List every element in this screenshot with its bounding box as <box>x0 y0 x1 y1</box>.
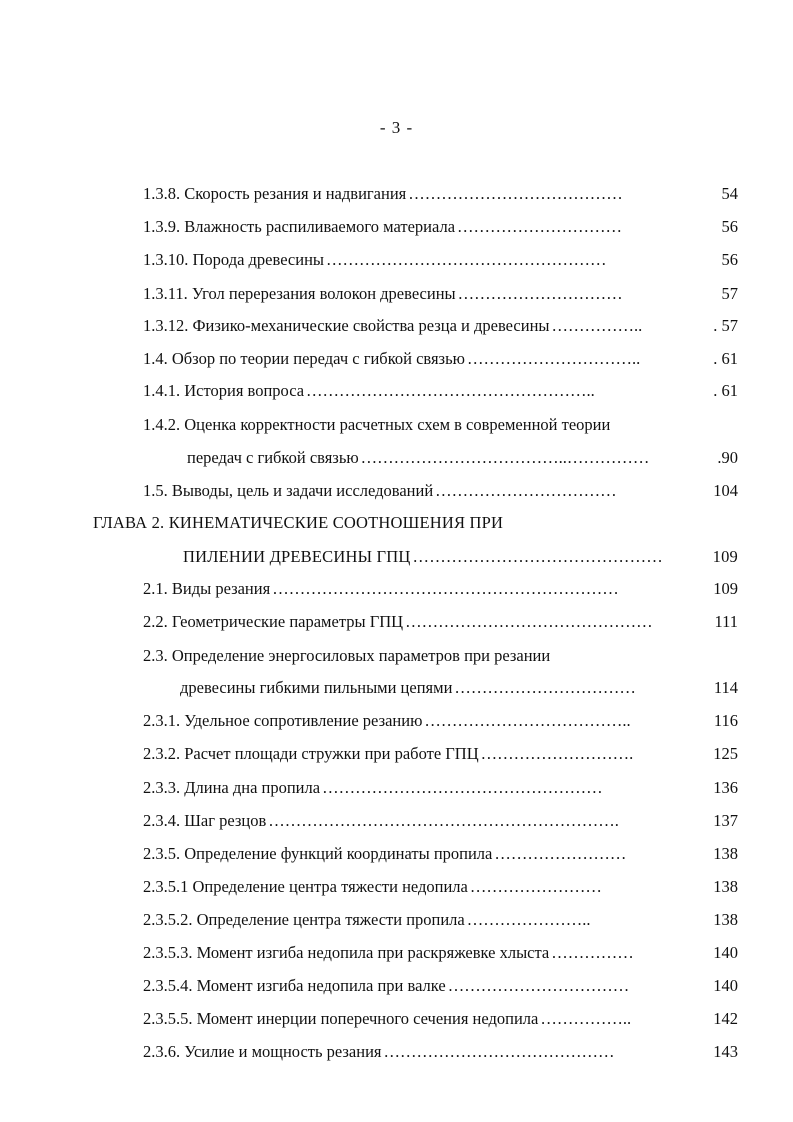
toc-entry <box>143 283 738 305</box>
toc-entry-label: 2.3.5.1 Определение центра тяжести недопила <box>143 877 468 896</box>
toc-leader-dots: ……………………………………………………… <box>272 579 619 598</box>
toc-entry <box>143 810 738 832</box>
toc-leader-dots: ………………………. <box>480 744 634 763</box>
toc-leader-dots: ………………………………..…………… <box>360 448 650 467</box>
toc-entry-page: 140 <box>713 943 738 962</box>
toc-entry-page: 143 <box>713 1042 738 1061</box>
toc-leader-dots: ……………………………………… <box>412 547 663 566</box>
toc-entry-continuation <box>187 447 738 469</box>
toc-entry-label: передач с гибкой связью <box>187 448 359 467</box>
page-number: - 3 - <box>379 118 414 137</box>
toc-leader-dots: ………………………………………………………. <box>268 811 619 830</box>
toc-entry <box>143 645 738 667</box>
toc-chapter-heading <box>93 512 738 534</box>
toc-entry-label: 2.3.6. Усилие и мощность резания <box>143 1042 382 1061</box>
toc-entry-page: 104 <box>713 481 738 500</box>
toc-entry-label: ГЛАВА 2. КИНЕМАТИЧЕСКИЕ СООТНОШЕНИЯ ПРИ <box>93 513 504 532</box>
toc-chapter-heading-continuation <box>183 546 738 568</box>
toc-leader-dots: …………… <box>551 943 634 962</box>
toc-entry <box>143 183 738 205</box>
toc-leader-dots: …………….. <box>540 1009 632 1028</box>
toc-entry-page: . 61 <box>713 381 738 400</box>
toc-entry <box>143 1041 738 1063</box>
toc-entry <box>143 249 738 271</box>
toc-entry <box>143 942 738 964</box>
toc-leader-dots: …………………… <box>469 877 602 896</box>
toc-leader-dots: …………….. <box>551 316 643 335</box>
toc-entry-label: 2.3.4. Шаг резцов <box>143 811 267 830</box>
toc-entry-page: 138 <box>713 844 738 863</box>
toc-entry-label: 2.3.1. Удельное сопротивление резанию <box>143 711 423 730</box>
toc-entry <box>143 909 738 931</box>
toc-entry-page: 54 <box>721 184 738 203</box>
toc-entry-label: 2.1. Виды резания <box>143 579 271 598</box>
toc-entry-continuation <box>180 677 738 699</box>
toc-leader-dots: ……………………………….. <box>424 711 631 730</box>
toc-entry-label: 1.3.8. Скорость резания и надвигания <box>143 184 407 203</box>
toc-entry-page: 56 <box>721 217 738 236</box>
toc-entry-label: древесины гибкими пильными цепями <box>180 678 453 697</box>
toc-entry-page: 138 <box>713 910 738 929</box>
toc-entry-page: 109 <box>713 579 738 598</box>
toc-entry <box>143 578 738 600</box>
toc-entry-label: 1.4.2. Оценка корректности расчетных схем в современной теории <box>143 415 611 434</box>
toc-entry-label: ПИЛЕНИИ ДРЕВЕСИНЫ ГПЦ <box>183 547 411 566</box>
toc-entry <box>143 1008 738 1030</box>
toc-entry <box>143 480 738 502</box>
toc-entry-page: 56 <box>721 250 738 269</box>
toc-leader-dots: …………………… <box>494 844 627 863</box>
toc-entry-label: 2.3.2. Расчет площади стружки при работе ГПЦ <box>143 744 479 763</box>
toc-entry-page: 109 <box>712 547 738 566</box>
toc-entry <box>143 611 738 633</box>
toc-leader-dots: …………………………………… <box>383 1042 615 1061</box>
toc-entry-page: 57 <box>721 284 738 303</box>
toc-entry-page: 114 <box>713 678 738 697</box>
toc-leader-dots: ………………………….. <box>466 349 641 368</box>
toc-entry-label: 1.4.1. История вопроса <box>143 381 305 400</box>
toc-entry <box>143 975 738 997</box>
toc-leader-dots: …………………………………………… <box>326 250 607 269</box>
toc-entry <box>143 380 738 402</box>
toc-leader-dots: ……………………………………… <box>405 612 653 631</box>
toc-leader-dots: ………………………… <box>457 284 623 303</box>
toc-entry-page: 137 <box>713 811 738 830</box>
toc-entry-label: 2.2. Геометрические параметры ГПЦ <box>143 612 404 631</box>
toc-entry <box>143 348 738 370</box>
toc-leader-dots: …………………………… <box>435 481 617 500</box>
toc-entry-page: 138 <box>713 877 738 896</box>
toc-entry-page: 140 <box>713 976 738 995</box>
toc-entry-label: 2.3.5.5. Момент инерции поперечного сечения недопила <box>143 1009 539 1028</box>
toc-entry-label: 2.3.3. Длина дна пропила <box>143 778 321 797</box>
toc-leader-dots: …………………………………………….. <box>306 381 595 400</box>
toc-leader-dots: …………………………………………… <box>322 778 603 797</box>
toc-entry-page: 125 <box>713 744 738 763</box>
toc-entry-page: 142 <box>713 1009 738 1028</box>
toc-entry-page: 111 <box>714 612 738 631</box>
toc-entry <box>143 414 738 436</box>
toc-entry-page: .90 <box>717 448 738 467</box>
toc-leader-dots: …………………………… <box>454 678 636 697</box>
toc-entry-page: 136 <box>713 778 738 797</box>
toc-entry-page: 116 <box>713 711 738 730</box>
toc-entry-label: 1.3.12. Физико-механические свойства резца и древесины <box>143 316 550 335</box>
toc-entry <box>143 743 738 765</box>
toc-entry-label: 2.3.5.3. Момент изгиба недопила при раскряжевке хлыста <box>143 943 550 962</box>
toc-leader-dots: …………………………… <box>447 976 630 995</box>
toc-leader-dots: ………………….. <box>466 910 591 929</box>
toc-entry-label: 1.3.11. Угол перерезания волокон древесины <box>143 284 456 303</box>
toc-leader-dots: ………………………………… <box>408 184 623 203</box>
toc-entry-label: 1.3.9. Влажность распиливаемого материала <box>143 217 456 236</box>
toc-entry-label: 2.3.5. Определение функций координаты пропила <box>143 844 493 863</box>
toc-entry-page: . 57 <box>713 316 738 335</box>
toc-entry <box>143 843 738 865</box>
toc-entry-label: 1.3.10. Порода древесины <box>143 250 325 269</box>
toc-entry <box>143 216 738 238</box>
toc-entry-label: 2.3. Определение энергосиловых параметров при резании <box>143 646 551 665</box>
toc-leader-dots: ………………………… <box>457 217 623 236</box>
toc-entry <box>143 315 738 337</box>
toc-entry <box>143 876 738 898</box>
toc-entry-label: 2.3.5.2. Определение центра тяжести пропила <box>143 910 465 929</box>
toc-entry-page: . 61 <box>713 349 738 368</box>
toc-entry <box>143 710 738 732</box>
toc-entry-label: 1.5. Выводы, цель и задачи исследований <box>143 481 434 500</box>
toc-entry-label: 1.4. Обзор по теории передач с гибкой связью <box>143 349 465 368</box>
toc-entry-label: 2.3.5.4. Момент изгиба недопила при валке <box>143 976 446 995</box>
toc-entry <box>143 777 738 799</box>
